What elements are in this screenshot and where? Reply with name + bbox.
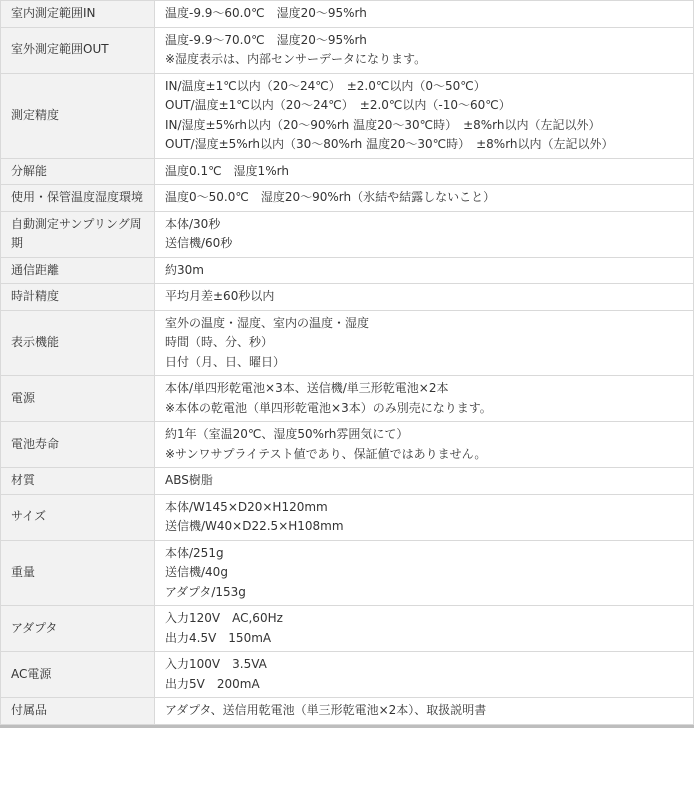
row-value [155,606,694,652]
table-row [1,376,694,422]
value-line: アダプタ/153g [165,584,246,599]
value-line: ※サンワサプライテスト値であり、保証値ではありません。 [165,446,487,461]
table-row [1,257,694,284]
value-line: IN/温度±1℃以内（20～24℃） ±2.0℃以内（0～50℃） [165,78,486,93]
table-row [1,1,694,28]
row-label: 電源 [1,376,155,422]
row-label: 電池寿命 [1,422,155,468]
value-line: OUT/温度±1℃以内（20～24℃） ±2.0℃以内（-10～60℃） [165,98,511,112]
table-row [1,422,694,468]
value-line: アダプタ、送信用乾電池（単三形乾電池×2本）、取扱説明書 [165,703,487,717]
value-line: 温度0～50.0℃ 湿度20～90%rh（氷結や結露しないこと） [165,190,496,204]
row-label: 使用・保管温度湿度環境 [1,185,155,212]
value-line: 本体/W145×D20×H120mm [165,499,328,514]
value-line: 平均月差±60秒以内 [165,289,275,303]
row-label: 時計精度 [1,284,155,311]
row-label: 測定精度 [1,73,155,158]
value-line: 約1年（室温20℃、湿度50%rh雰囲気にて） [165,427,409,441]
value-line: 温度-9.9～70.0℃ 湿度20～95%rh [165,32,367,47]
row-label: 付属品 [1,698,155,725]
value-line: 送信機/60秒 [165,236,233,250]
value-line: 送信機/W40×D22.5×H108mm [165,519,344,533]
row-value [155,73,694,158]
row-value [155,652,694,698]
table-row [1,284,694,311]
table-row [1,73,694,158]
row-value [155,698,694,725]
value-line: 時間（時、分、秒） [165,335,274,349]
value-line: ※湿度表示は、内部センサーデータになります。 [165,52,427,66]
value-line: 約30m [165,262,204,277]
row-label: アダプタ [1,606,155,652]
value-line: ※本体の乾電池（単四形乾電池×3本）のみ別売になります。 [165,400,492,415]
row-value [155,422,694,468]
table-row [1,494,694,540]
row-label: 室内測定範囲IN [1,1,155,28]
row-value [155,1,694,28]
row-value [155,310,694,376]
row-value [155,540,694,606]
table-row [1,211,694,257]
table-row [1,540,694,606]
value-line: 出力5V 200mA [165,676,260,691]
value-line: 入力100V 3.5VA [165,657,267,671]
table-row [1,652,694,698]
row-value [155,468,694,495]
value-line: 本体/251g [165,545,224,560]
value-line: 出力4.5V 150mA [165,630,272,645]
row-value [155,185,694,212]
value-line: 温度0.1℃ 湿度1%rh [165,163,289,178]
row-label: 材質 [1,468,155,495]
table-row [1,606,694,652]
bottom-divider [0,725,694,728]
value-line: 本体/単四形乾電池×3本、送信機/単三形乾電池×2本 [165,381,449,395]
table-row [1,158,694,185]
row-label: 通信距離 [1,257,155,284]
value-line: 室外の温度・湿度、室内の温度・湿度 [165,315,370,330]
value-line: 温度-9.9～60.0℃ 湿度20～95%rh [165,6,367,20]
row-value [155,211,694,257]
table-row [1,185,694,212]
value-line: 本体/30秒 [165,216,221,231]
value-line: OUT/湿度±5%rh以内（30～80%rh 温度20～30℃時） ±8%rh以内（左記以外） [165,137,614,151]
value-line: IN/湿度±5%rh以内（20～90%rh 温度20～30℃時） ±8%rh以内（左記以外） [165,117,601,132]
row-label: 表示機能 [1,310,155,376]
value-line: 日付（月、日、曜日） [165,354,286,369]
table-row [1,310,694,376]
row-label: 自動測定サンプリング周期 [1,211,155,257]
table-row [1,698,694,725]
row-value [155,376,694,422]
value-line: 入力120V AC,60Hz [165,611,283,625]
row-value [155,257,694,284]
spec-table-body [1,1,694,725]
row-label: 分解能 [1,158,155,185]
row-value [155,494,694,540]
row-value [155,27,694,73]
table-row [1,468,694,495]
row-label: サイズ [1,494,155,540]
value-line: 送信機/40g [165,565,228,579]
table-row [1,27,694,73]
row-value [155,284,694,311]
row-label: AC電源 [1,652,155,698]
row-value [155,158,694,185]
row-label: 重量 [1,540,155,606]
row-label: 室外測定範囲OUT [1,27,155,73]
value-line: ABS樹脂 [165,473,213,487]
